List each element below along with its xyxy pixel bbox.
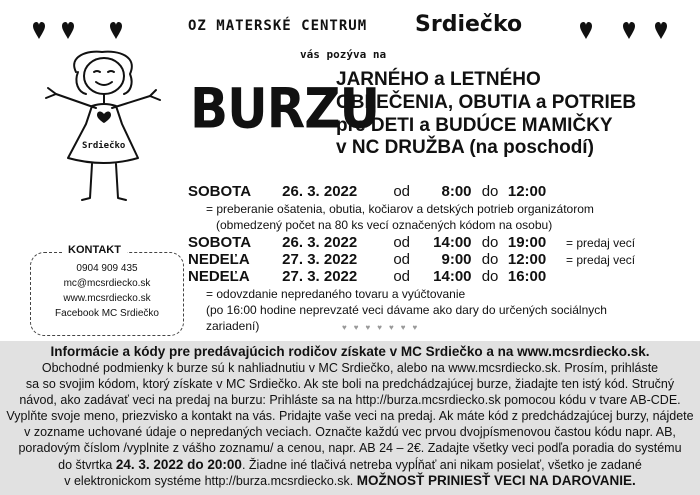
schedule-to: do — [481, 234, 499, 251]
schedule-note: (obmedzený počet na 80 ks vecí označených kódom na osobu) — [216, 218, 553, 232]
contact-email[interactable]: mc@mcsrdiecko.sk — [63, 278, 151, 289]
contact-box — [30, 252, 184, 336]
schedule-to: do — [481, 183, 499, 200]
schedule-note: zariadení) — [206, 319, 260, 333]
heart-row-icon: ♥♥♥♥♥♥♥ — [342, 323, 425, 332]
schedule-note: (po 16:00 hodine neprevzaté veci dávame ako dary do určených sociálnych — [206, 303, 607, 317]
schedule-start: 14:00 — [433, 234, 472, 251]
schedule-from: od — [393, 268, 411, 285]
schedule-to: do — [481, 268, 499, 285]
headline-line: v NC DRUŽBA (na poschodí) — [336, 137, 594, 158]
deadline-date: 24. 3. 2022 do 20:00 — [115, 457, 242, 472]
info-text: do štvrtka — [58, 458, 116, 472]
schedule-start: 14:00 — [433, 268, 472, 285]
contact-phone: 0904 909 435 — [76, 263, 138, 274]
headline-line: JARNÉHO a LETNÉHO — [336, 69, 541, 90]
heart-icon — [62, 22, 74, 40]
heart-icon — [655, 22, 667, 40]
schedule-to: do — [481, 251, 499, 268]
schedule-day: SOBOTA — [188, 183, 252, 200]
schedule-start: 8:00 — [441, 183, 472, 200]
info-line: Vyplňte svoje meno, priezvisko a kontakt na vás. Pridajte vaše veci na predaj. Ak máte kód z predchádzajúcej burzy, nájdete — [6, 409, 694, 423]
schedule-date: 26. 3. 2022 — [282, 234, 358, 251]
schedule-note: = odovzdanie nepredaného tovaru a vyúčtovanie — [206, 287, 466, 301]
info-line: Obchodné podmienky k burze sú k nahliadnutiu v MC Srdiečko, alebo na www.mcsrdiecko.sk. Prosím, prihláste — [41, 361, 659, 375]
info-line — [0, 473, 700, 488]
heart-icon — [580, 22, 592, 40]
schedule-day: NEDEĽA — [188, 268, 250, 285]
schedule-end: 16:00 — [507, 268, 547, 285]
schedule-row — [188, 183, 546, 200]
schedule-note: = predaj vecí — [566, 253, 636, 267]
contact-title: KONTAKT — [62, 244, 127, 256]
headline-line: pre DETI a BUDÚCE MAMIČKY — [336, 115, 613, 136]
info-section — [0, 341, 700, 495]
headline-line: OBLEČENIA, OBUTIA a POTRIEB — [336, 92, 637, 113]
schedule-from: od — [393, 251, 411, 268]
schedule-date: 27. 3. 2022 — [282, 251, 358, 268]
heart-icon — [110, 22, 122, 40]
schedule-date: 26. 3. 2022 — [282, 183, 358, 200]
org-title: OZ MATERSKÉ CENTRUM — [188, 18, 368, 34]
schedule-row — [188, 234, 635, 251]
srdiecko-girl-illustration — [38, 48, 168, 218]
info-line: návod, ako zadávať veci na predaj na burzu: Prihláste sa na http://burza.mcsrdiecko.sk pomocou kódu v tvare AB-CDE. — [19, 393, 681, 407]
info-heading: Informácie a kódy pre predávajúcich rodičov získate v MC Srdiečko a na www.mcsrdiecko.sk. — [50, 344, 650, 359]
info-line: sa so svojim kódom, ktorý získate v MC Srdiečko. Ak ste boli na predchádzajúcej burze, žiadajte ten istý kód. Stručný — [25, 377, 675, 391]
figure-label: Srdiečko — [82, 141, 126, 151]
schedule-end: 12:00 — [507, 183, 547, 200]
schedule-start: 9:00 — [441, 251, 472, 268]
contact-facebook[interactable]: Facebook MC Srdiečko — [55, 308, 159, 319]
schedule-day: SOBOTA — [188, 234, 252, 251]
info-text: . Žiadne iné tlačivá netreba vypĺňať ani nikam posielať, všetko je zadané — [241, 458, 642, 472]
info-line — [0, 457, 700, 472]
heart-icon — [33, 22, 45, 40]
invite-text: vás pozýva na — [300, 48, 387, 61]
donation-note: MOŽNOSŤ PRINIESŤ VECI NA DAROVANIE. — [356, 473, 636, 488]
burza-title: BURZU — [190, 77, 380, 141]
schedule-day: NEDEĽA — [188, 251, 250, 268]
schedule-note: = preberanie ošatenia, obutia, kočiarov a detských potrieb organizátorom — [206, 202, 594, 216]
schedule-from: od — [393, 183, 411, 200]
contact-web[interactable]: www.mcsrdiecko.sk — [63, 293, 151, 304]
schedule-row — [188, 268, 546, 285]
org-name: Srdiečko — [415, 12, 523, 37]
schedule-from: od — [393, 234, 411, 251]
schedule-end: 19:00 — [507, 234, 547, 251]
info-text: v elektronickom systéme http://burza.mcsrdiecko.sk. — [64, 474, 357, 488]
schedule-date: 27. 3. 2022 — [282, 268, 358, 285]
schedule-row — [188, 251, 635, 268]
heart-icon — [623, 22, 635, 40]
schedule-end: 12:00 — [507, 251, 547, 268]
info-line: poradovým číslom /vyplnite z vášho zoznamu/ a cenou, napr. AB 24 – 2€. Zadajte všetky veci podľa poradia do systému — [18, 441, 682, 455]
info-line: v zozname uchované údaje o nepredaných veciach. Označte každú vec prvou dvojpísmenovou častou kódu napr. AB, — [24, 425, 676, 439]
schedule-note: = predaj vecí — [566, 236, 636, 250]
